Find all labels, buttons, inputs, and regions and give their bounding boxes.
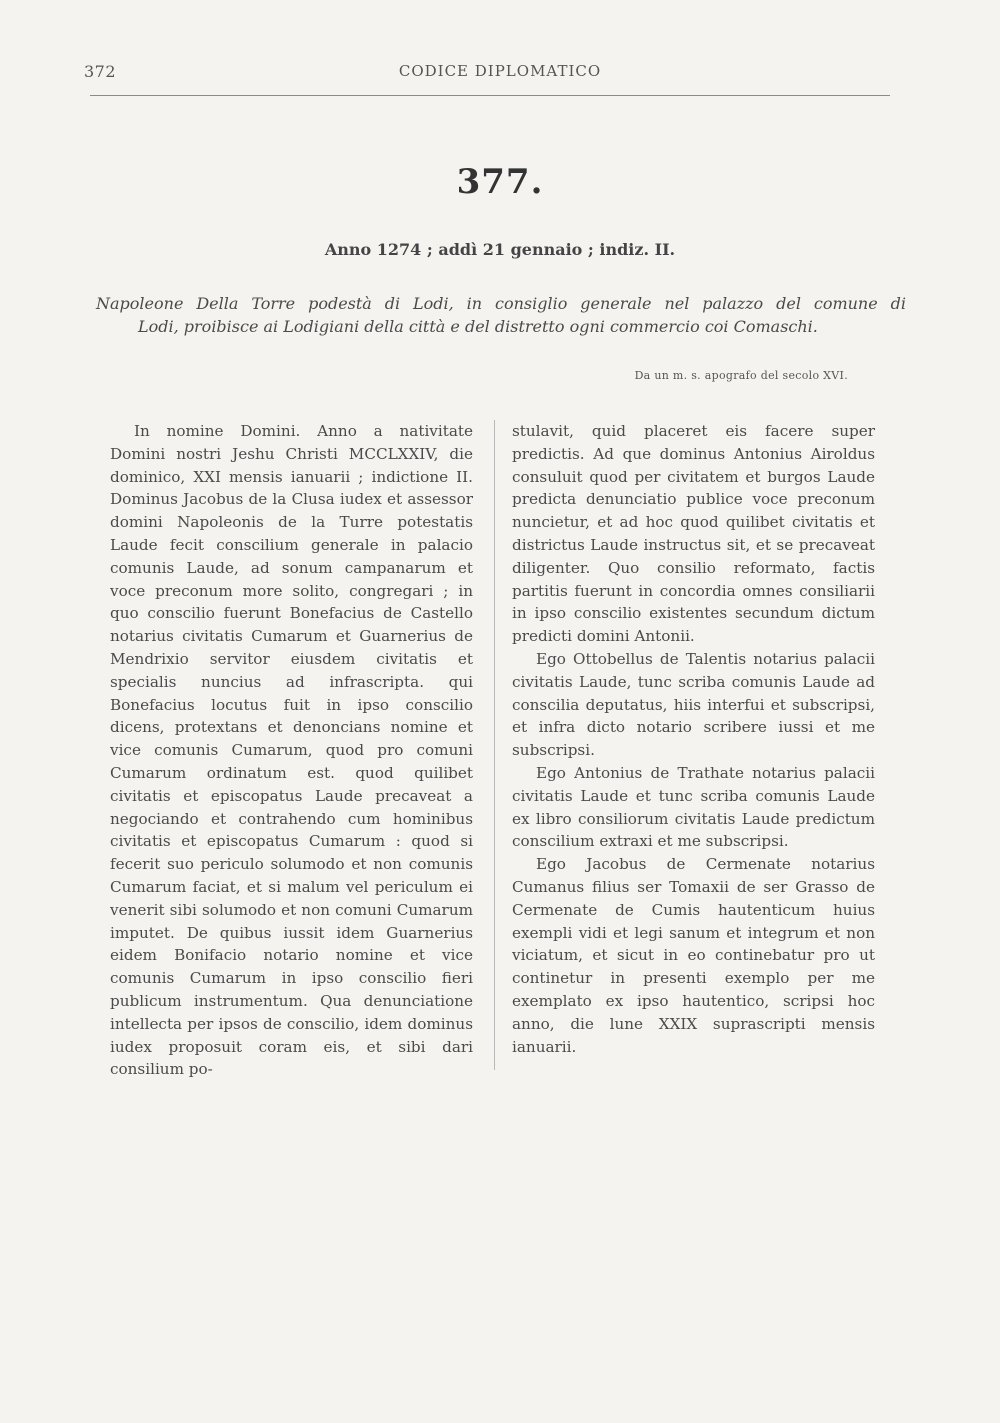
left-text-column	[110, 420, 473, 1081]
left-column-paragraph: In nomine Domini. Anno a nativitate Domini nostri Jeshu Christi MCCLXXIV, die dominico, XXI mensis ianuarii ; indictione II. Dominus Jacobus de la Clusa iudex et assessor domini Napoleonis de la Turre potestatis Laude fecit conscilium generale in palacio comunis Laude, ad sonum campanarum et voce preconum more solito, congregari ; in quo conscilio fuerunt Bonefacius de Castello notarius civitatis Cumarum et Guarnerius de Mendrixio servitor eiusdem civitatis et specialis nuncius ad infrascripta. qui Bonefacius locutus fuit in ipso conscilio dicens, protextans et denoncians nomine et vice comunis Cumarum, quod pro comuni Cumarum ordinatum est. quod quilibet civitatis et episcopatus Laude precaveat a negociando et contrahendo cum hominibus civitatis et episcopatus Cumarum : quod si fecerit suo periculo solumodo et non comunis Cumarum faciat, et si malum vel periculum ei venerit sibi solumodo et non comuni Cumarum imputet. De quibus iussit idem Guarnerius eidem Bonifacio notario nomine et vice comunis Cumarum in ipso conscilio fieri publicum instrumentum. Qua denunciatione intellecta per ipsos de conscilio, idem dominus iudex proposuit coram eis, et sibi dari consilium po-	[110, 422, 473, 1079]
right-column-paragraph-3: Ego Antonius de Trathate notarius palacii civitatis Laude et tunc scriba comunis Laude ex libro consiliorum civitatis Laude predictum conscilium extraxi et me subscripsi.	[512, 763, 875, 851]
right-column-paragraph-4: Ego Jacobus de Cermenate notarius Cumanus filius ser Tomaxii de ser Grasso de Cermenate de Cumis hautenticum huius exempli vidi et legi sanum et integrum et non viciatum, et sicut in eo continebatur pro ut continetur in presenti exemplo per me exemplato ex ipso hautentico, scripsi hoc anno, die lune XXIX suprascripti mensis ianuarii.	[512, 855, 875, 1056]
right-column-continuation: stulavit, quid placeret eis facere super predictis. Ad que dominus Antonius Airoldus consuluit quod per civitatem et burgos Laude predicta denunciatio publice voce preconum nuncietur, et ad hoc quod quilibet civitatis et districtus Laude instructus sit, et se precaveat diligenter. Quo consilio reformato, factis partitis fuerunt in concordia omnes consiliarii in ipso conscilio existentes secundum dictum predicti domini Antonii.	[512, 422, 875, 646]
page-number: 372	[84, 62, 117, 81]
summary-line-1: Napoleone Della Torre podestà di Lodi, in consiglio generale nel palazzo del comune di	[96, 294, 906, 313]
running-title: CODICE DIPLOMATICO	[398, 62, 602, 80]
summary-line-2: Lodi, proibisce ai Lodigiani della città e del distretto ogni commercio coi Comaschi.	[138, 317, 818, 336]
right-column-paragraph-2: Ego Ottobellus de Talentis notarius palacii civitatis Laude, tunc scriba comunis Laude ad conscilia deputatus, hiis interfui et subscripsi, et infra dicto notario scribere iussi et me subscripsi.	[512, 649, 875, 760]
header-rule	[90, 95, 890, 96]
source-note: Da un m. s. apografo del secolo XVI.	[634, 369, 848, 382]
column-divider	[494, 420, 495, 1070]
document-number: 377.	[456, 162, 544, 202]
document-summary	[96, 292, 906, 338]
right-text-column	[512, 420, 875, 1058]
document-date-line: Anno 1274 ; addì 21 gennaio ; indiz. II.	[324, 240, 676, 259]
